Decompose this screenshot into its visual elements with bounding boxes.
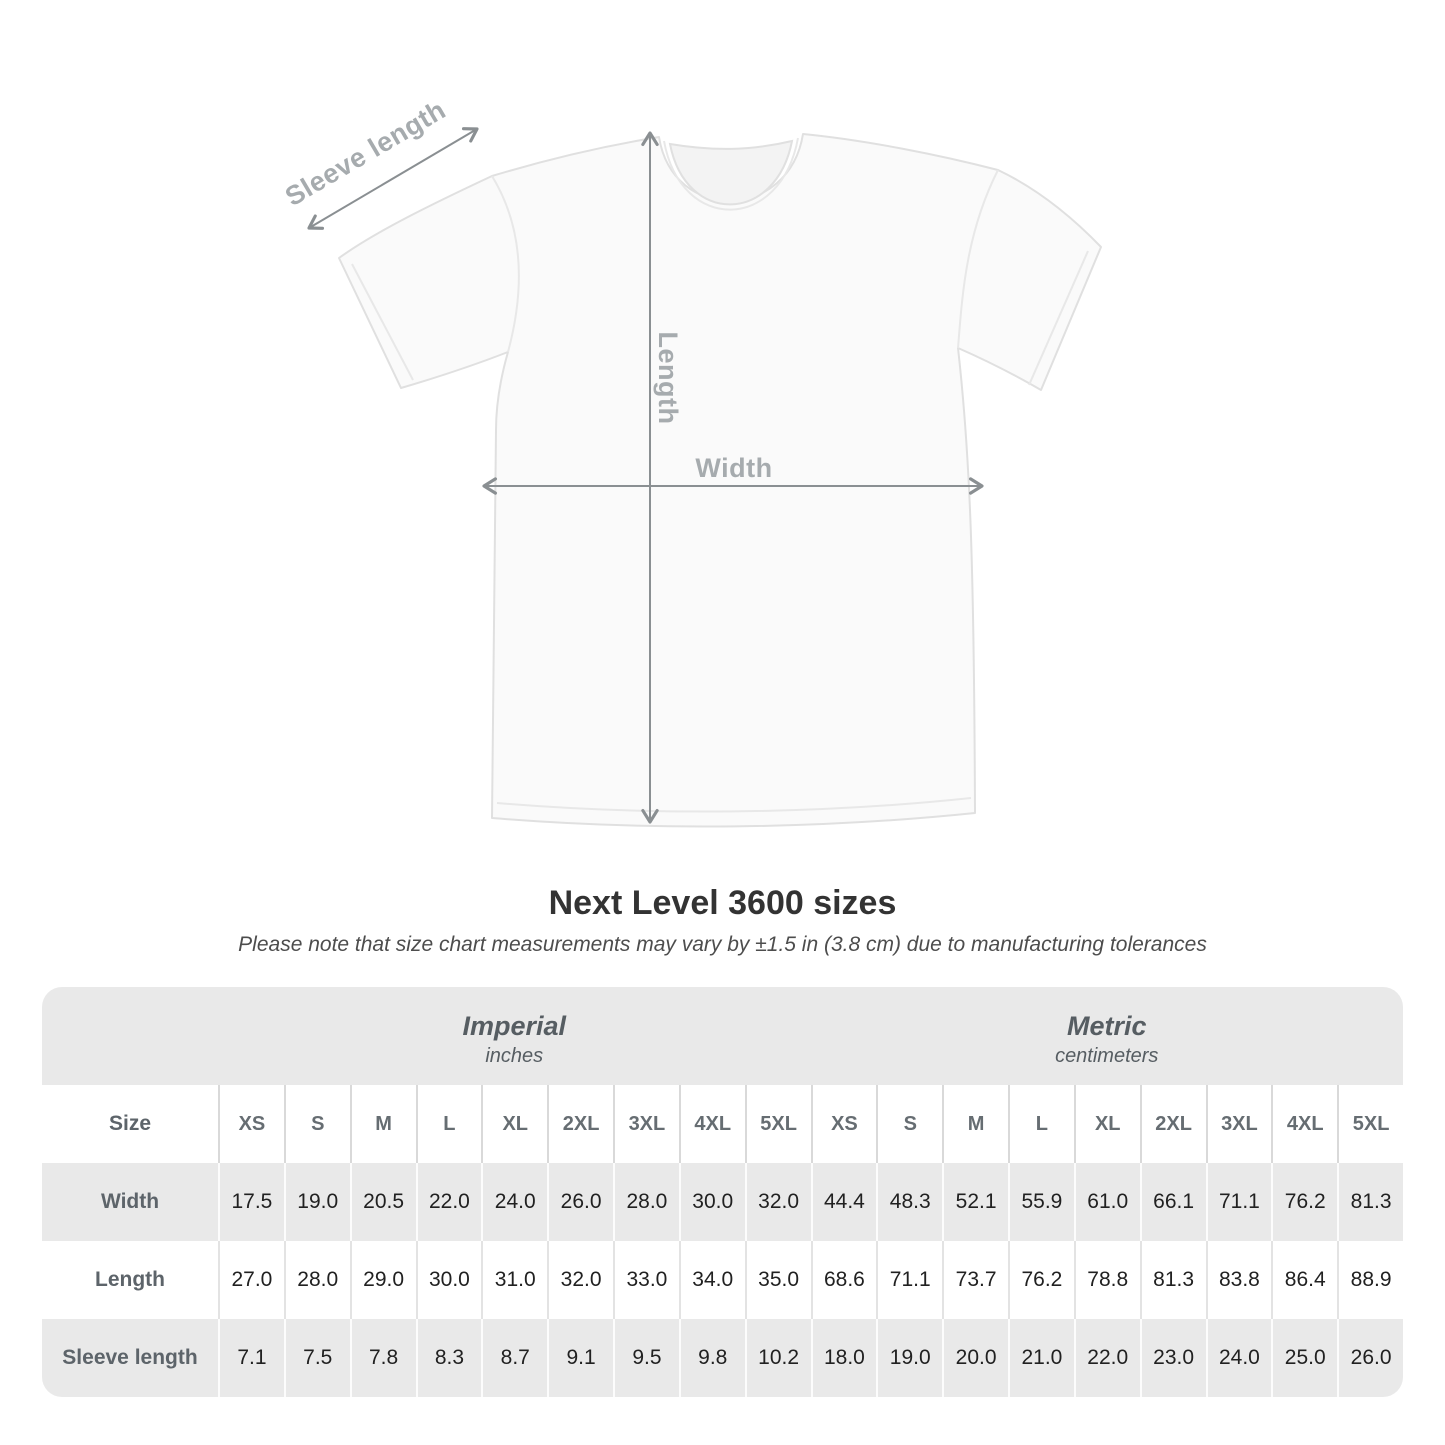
- value-length-metric-xl: 78.8: [1074, 1241, 1140, 1319]
- value-sleeve-length-metric-5xl: 26.0: [1337, 1319, 1403, 1397]
- chart-subtitle: Please note that size chart measurements may vary by ±1.5 in (3.8 cm) due to manufacturing tolerances: [238, 933, 1207, 956]
- value-width-metric-5xl: 81.3: [1337, 1163, 1403, 1241]
- value-sleeve-length-metric-3xl: 24.0: [1206, 1319, 1272, 1397]
- value-length-metric-xs: 68.6: [811, 1241, 877, 1319]
- value-length-metric-5xl: 88.9: [1337, 1241, 1403, 1319]
- value-sleeve-length-imperial-2xl: 9.1: [547, 1319, 613, 1397]
- row-label-width: Width: [100, 1190, 160, 1213]
- value-width-imperial-4xl: 30.0: [679, 1163, 745, 1241]
- value-width-metric-xl: 61.0: [1074, 1163, 1140, 1241]
- value-length-imperial-s: 28.0: [284, 1241, 350, 1319]
- value-sleeve-length-imperial-l: 8.3: [416, 1319, 482, 1397]
- value-sleeve-length-imperial-4xl: 9.8: [679, 1319, 745, 1397]
- value-sleeve-length-imperial-5xl: 10.2: [745, 1319, 811, 1397]
- value-width-metric-m: 52.1: [942, 1163, 1008, 1241]
- imperial-group-name: Imperial: [462, 1010, 567, 1041]
- size-column-header: Size: [108, 1112, 152, 1135]
- length-label: Length: [653, 331, 683, 425]
- value-sleeve-length-metric-s: 19.0: [876, 1319, 942, 1397]
- metric-group-name: Metric: [1066, 1010, 1147, 1041]
- chart-title: Next Level 3600 sizes: [548, 884, 897, 922]
- value-length-metric-2xl: 81.3: [1140, 1241, 1206, 1319]
- value-width-metric-4xl: 76.2: [1271, 1163, 1337, 1241]
- value-width-imperial-xs: 17.5: [218, 1163, 284, 1241]
- sleeve-length-label: Sleeve length: [280, 94, 451, 212]
- value-length-imperial-4xl: 34.0: [679, 1241, 745, 1319]
- measurement-row-length: [42, 1241, 1403, 1319]
- size-header-row: [42, 1085, 1403, 1163]
- size-header-imperial-3xl: 3XL: [613, 1085, 679, 1163]
- size-header-imperial-5xl: 5XL: [745, 1085, 811, 1163]
- value-length-metric-l: 76.2: [1008, 1241, 1074, 1319]
- value-width-imperial-s: 19.0: [284, 1163, 350, 1241]
- imperial-group-unit: inches: [485, 1044, 544, 1067]
- size-header-metric-l: L: [1008, 1085, 1074, 1163]
- size-header-metric-xl: XL: [1074, 1085, 1140, 1163]
- value-width-imperial-5xl: 32.0: [745, 1163, 811, 1241]
- value-sleeve-length-metric-m: 20.0: [942, 1319, 1008, 1397]
- size-header-imperial-l: L: [416, 1085, 482, 1163]
- size-header-metric-5xl: 5XL: [1337, 1085, 1403, 1163]
- size-header-metric-s: S: [876, 1085, 942, 1163]
- measurement-row-sleeve-length: [42, 1319, 1403, 1397]
- value-length-imperial-xl: 31.0: [481, 1241, 547, 1319]
- value-sleeve-length-metric-xl: 22.0: [1074, 1319, 1140, 1397]
- value-width-metric-xs: 44.4: [811, 1163, 877, 1241]
- value-length-metric-4xl: 86.4: [1271, 1241, 1337, 1319]
- metric-group-unit: centimeters: [1055, 1044, 1159, 1067]
- value-sleeve-length-imperial-3xl: 9.5: [613, 1319, 679, 1397]
- imperial-group-header: [218, 987, 811, 1085]
- value-width-imperial-xl: 24.0: [481, 1163, 547, 1241]
- value-length-imperial-l: 30.0: [416, 1241, 482, 1319]
- value-width-imperial-2xl: 26.0: [547, 1163, 613, 1241]
- measurement-row-width: [42, 1163, 1403, 1241]
- value-width-imperial-l: 22.0: [416, 1163, 482, 1241]
- value-width-metric-s: 48.3: [876, 1163, 942, 1241]
- size-header-metric-3xl: 3XL: [1206, 1085, 1272, 1163]
- metric-group-header: [811, 987, 1404, 1085]
- value-sleeve-length-metric-2xl: 23.0: [1140, 1319, 1206, 1397]
- value-length-imperial-m: 29.0: [350, 1241, 416, 1319]
- size-header-metric-4xl: 4XL: [1271, 1085, 1337, 1163]
- value-length-imperial-2xl: 32.0: [547, 1241, 613, 1319]
- value-length-metric-m: 73.7: [942, 1241, 1008, 1319]
- size-header-metric-2xl: 2XL: [1140, 1085, 1206, 1163]
- value-width-imperial-m: 20.5: [350, 1163, 416, 1241]
- unit-group-header-row: [42, 987, 1403, 1085]
- heading: [0, 884, 1445, 957]
- size-header-imperial-4xl: 4XL: [679, 1085, 745, 1163]
- size-header-imperial-xs: XS: [218, 1085, 284, 1163]
- value-length-imperial-5xl: 35.0: [745, 1241, 811, 1319]
- value-width-metric-l: 55.9: [1008, 1163, 1074, 1241]
- size-header-metric-m: M: [942, 1085, 1008, 1163]
- value-length-metric-3xl: 83.8: [1206, 1241, 1272, 1319]
- value-sleeve-length-imperial-xl: 8.7: [481, 1319, 547, 1397]
- value-sleeve-length-imperial-s: 7.5: [284, 1319, 350, 1397]
- size-header-imperial-2xl: 2XL: [547, 1085, 613, 1163]
- value-sleeve-length-imperial-xs: 7.1: [218, 1319, 284, 1397]
- size-header-imperial-m: M: [350, 1085, 416, 1163]
- size-header-imperial-s: S: [284, 1085, 350, 1163]
- size-table-body: [42, 1085, 1403, 1397]
- value-length-metric-s: 71.1: [876, 1241, 942, 1319]
- size-header-metric-xs: XS: [811, 1085, 877, 1163]
- value-width-metric-3xl: 71.1: [1206, 1163, 1272, 1241]
- value-sleeve-length-imperial-m: 7.8: [350, 1319, 416, 1397]
- size-header-imperial-xl: XL: [481, 1085, 547, 1163]
- size-table: [42, 987, 1403, 1397]
- value-length-imperial-xs: 27.0: [218, 1241, 284, 1319]
- row-label-length: Length: [95, 1268, 165, 1291]
- value-sleeve-length-metric-xs: 18.0: [811, 1319, 877, 1397]
- row-label-sleeve-length: Sleeve length: [62, 1346, 198, 1369]
- width-label: Width: [695, 453, 773, 483]
- value-width-metric-2xl: 66.1: [1140, 1163, 1206, 1241]
- value-width-imperial-3xl: 28.0: [613, 1163, 679, 1241]
- value-length-imperial-3xl: 33.0: [613, 1241, 679, 1319]
- value-sleeve-length-metric-4xl: 25.0: [1271, 1319, 1337, 1397]
- corner-cell: [42, 987, 218, 1085]
- value-sleeve-length-metric-l: 21.0: [1008, 1319, 1074, 1397]
